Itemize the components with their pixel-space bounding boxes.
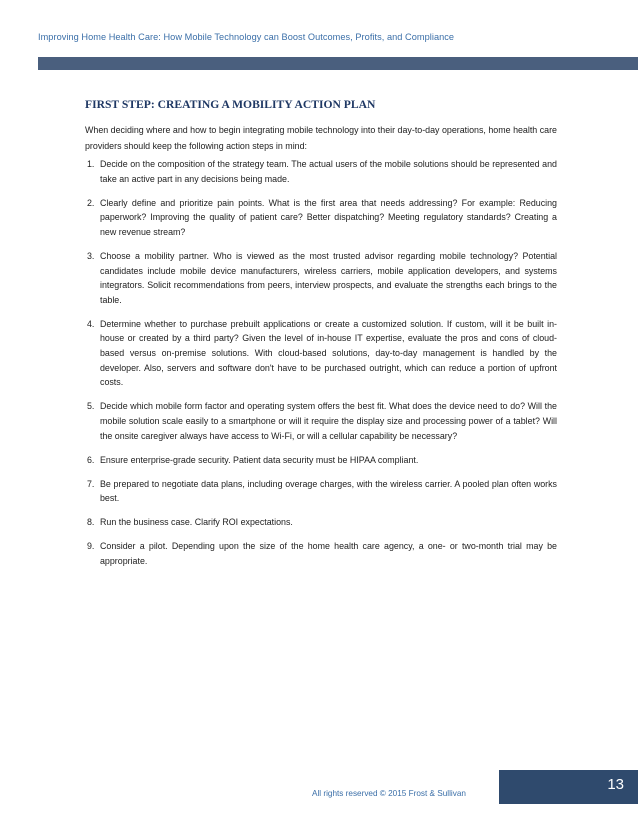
step-number: 5. — [87, 401, 95, 412]
step-number: 1. — [87, 159, 95, 169]
list-item — [87, 249, 557, 307]
step-text: Choose a mobility partner. Who is viewed as the most trusted advisor regarding mobile technology? Potential candidates include mobile device manufacturers, wireless carriers, mobile application developers, and systems integrators. Solicit recommendations from peers, interview prospects, and evaluate the strengths each brings to the table. — [100, 250, 557, 305]
list-item — [87, 515, 557, 530]
header-bar — [38, 57, 638, 70]
step-number: 3. — [87, 250, 95, 261]
list-item — [87, 453, 557, 468]
running-header-title: Improving Home Health Care: How Mobile Technology can Boost Outcomes, Profits, and Compliance — [38, 32, 455, 42]
step-text: Decide on the composition of the strategy team. The actual users of the mobile solutions should be represented and take an active part in any decisions being made. — [100, 159, 557, 184]
section-heading: FIRST STEP: CREATING A MOBILITY ACTION PLAN — [85, 98, 376, 111]
step-number: 7. — [87, 478, 95, 489]
step-number: 2. — [87, 197, 95, 208]
action-steps-list — [87, 157, 557, 578]
step-text: Clearly define and prioritize pain points. What is the first area that needs addressing? For example: Reducing paperwork? Improving the quality of patient care? Better dispatching? Meeting regulatory standards? Creating a new revenue stream? — [100, 197, 557, 237]
intro-paragraph: When deciding where and how to begin integrating mobile technology into their day-to-day operations, home health care providers should keep the following action steps in mind: — [85, 125, 557, 152]
list-item — [87, 317, 557, 390]
list-item — [87, 157, 557, 186]
page-number: 13 — [607, 776, 624, 793]
step-number: 4. — [87, 318, 95, 329]
step-number: 8. — [87, 517, 95, 528]
step-text: Decide which mobile form factor and operating system offers the best fit. What does the device need to do? Will the mobile solution scale easily to a smartphone or will it require the display size and processing power of a tablet? Will the onsite caregiver always have access to Wi-Fi, or will a cellular capability be necessary? — [100, 401, 557, 441]
list-item — [87, 196, 557, 240]
step-text: Run the business case. Clarify ROI expectations. — [100, 517, 293, 528]
list-item — [87, 477, 557, 506]
step-number: 9. — [87, 541, 95, 552]
page-number-tab — [499, 770, 638, 804]
step-text: Determine whether to purchase prebuilt applications or create a customized solution. If custom, will it be built in-house or created by a third party? Given the level of in-house IT expertise, evaluate the pros and cons of cloud-based versus on-premise solutions. With cloud-based solutions, day-to-day management is handled by the developer. Also, servers and software don't have to be purchased outright, which can reduce a portion of upfront costs. — [100, 318, 557, 388]
list-item — [87, 399, 557, 443]
step-text: Be prepared to negotiate data plans, including overage charges, with the wireless carrier. A pooled plan often works best. — [100, 478, 557, 504]
copyright-footer: All rights reserved © 2015 Frost & Sullivan — [312, 789, 466, 798]
step-text: Ensure enterprise-grade security. Patient data security must be HIPAA compliant. — [100, 454, 419, 465]
step-text: Consider a pilot. Depending upon the size of the home health care agency, a one- or two-month trial may be appropriate. — [100, 541, 557, 567]
step-number: 6. — [87, 454, 95, 465]
list-item — [87, 539, 557, 568]
